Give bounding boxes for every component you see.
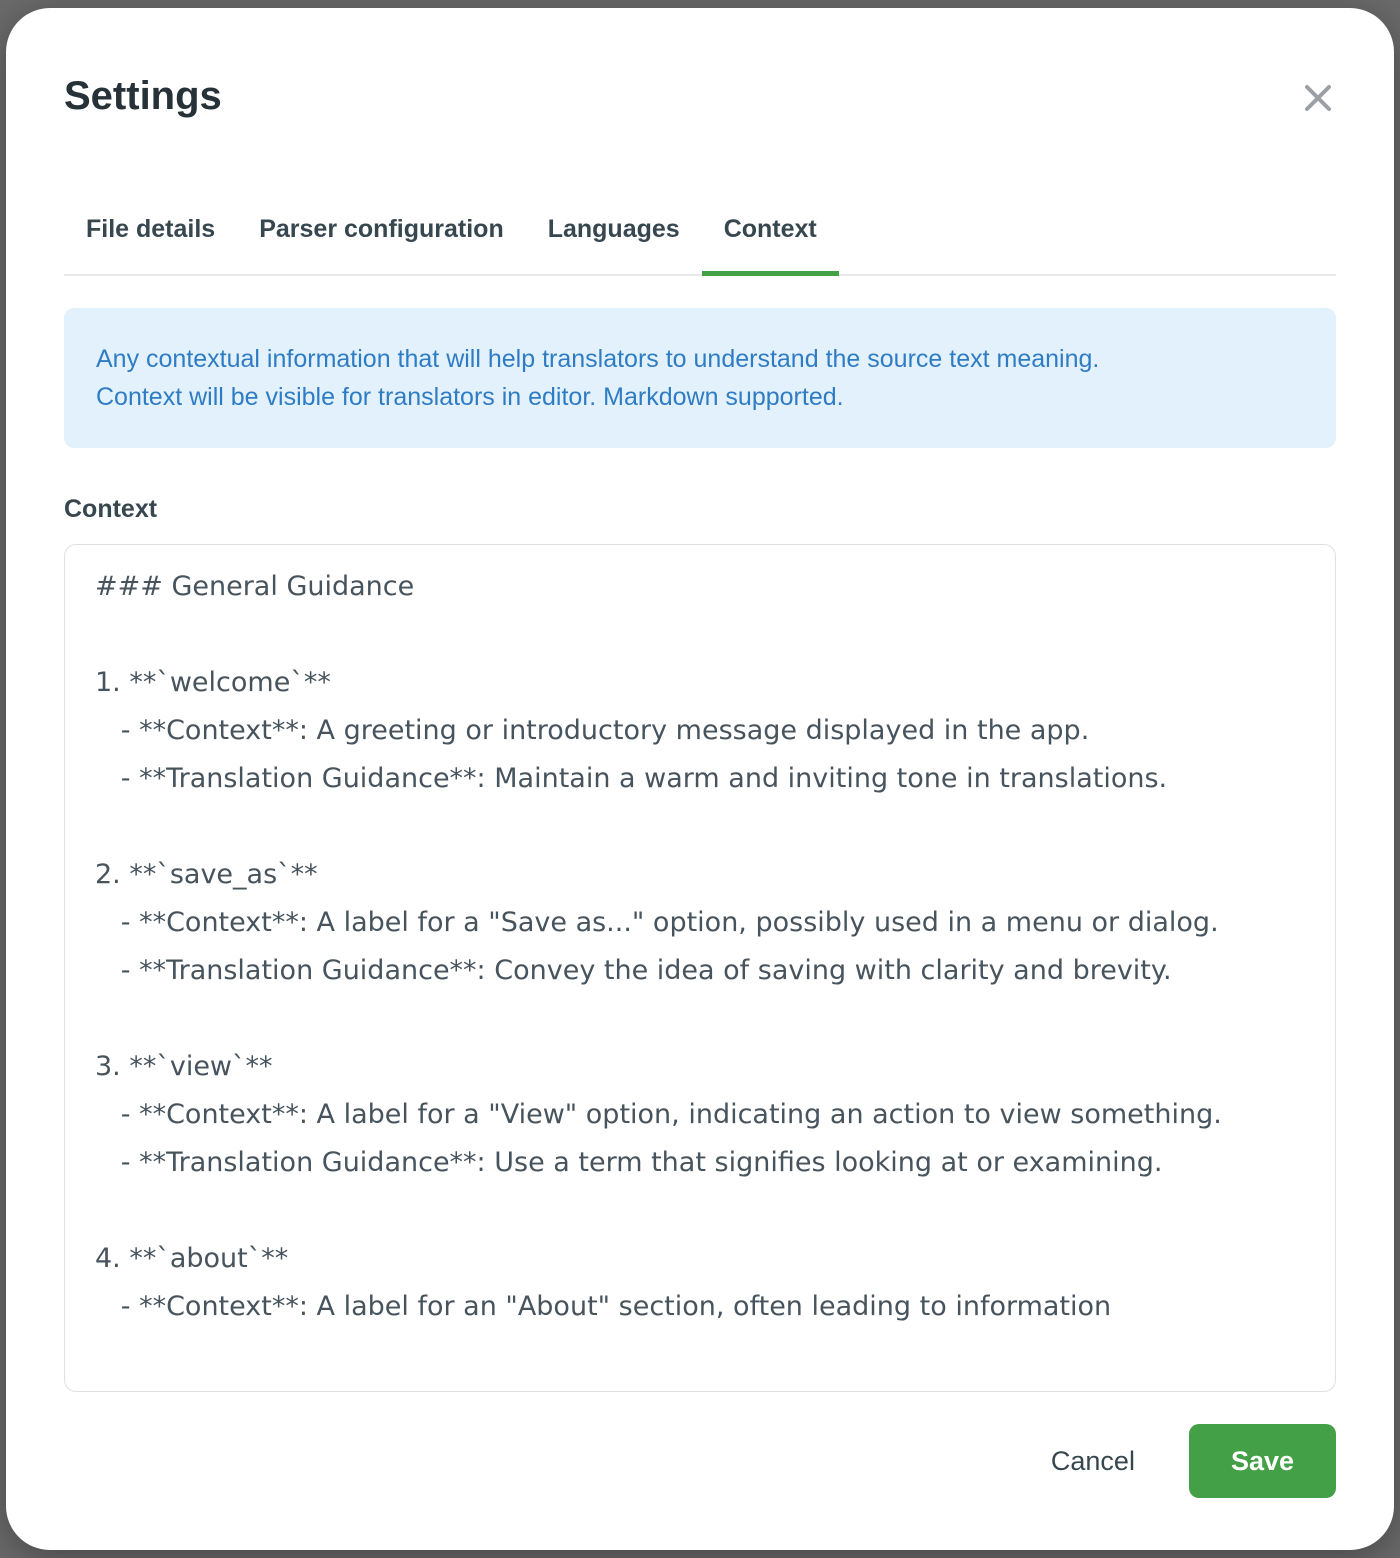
save-button[interactable]: Save xyxy=(1189,1424,1336,1498)
close-icon xyxy=(1300,80,1336,116)
context-info-banner xyxy=(64,308,1336,448)
context-field-label: Context xyxy=(64,495,158,523)
banner-text-line1: Any contextual information that will help translators to understand the source text meaning. xyxy=(96,345,1100,373)
page-title: Settings xyxy=(64,74,222,118)
settings-modal xyxy=(6,8,1394,1550)
close-button[interactable] xyxy=(1294,74,1342,122)
tab-languages[interactable]: Languages xyxy=(547,215,680,243)
tab-file-details[interactable]: File details xyxy=(86,215,216,243)
modal-header xyxy=(64,72,1336,122)
tab-context[interactable]: Context xyxy=(702,214,839,276)
context-textarea[interactable] xyxy=(64,544,1336,1392)
tab-parser-configuration[interactable]: Parser configuration xyxy=(259,215,504,243)
modal-footer xyxy=(64,1424,1336,1498)
banner-text-line2: Context will be visible for translators in editor. Markdown supported. xyxy=(96,383,844,411)
cancel-button[interactable]: Cancel xyxy=(1051,1436,1135,1487)
tab-bar xyxy=(64,214,1336,276)
